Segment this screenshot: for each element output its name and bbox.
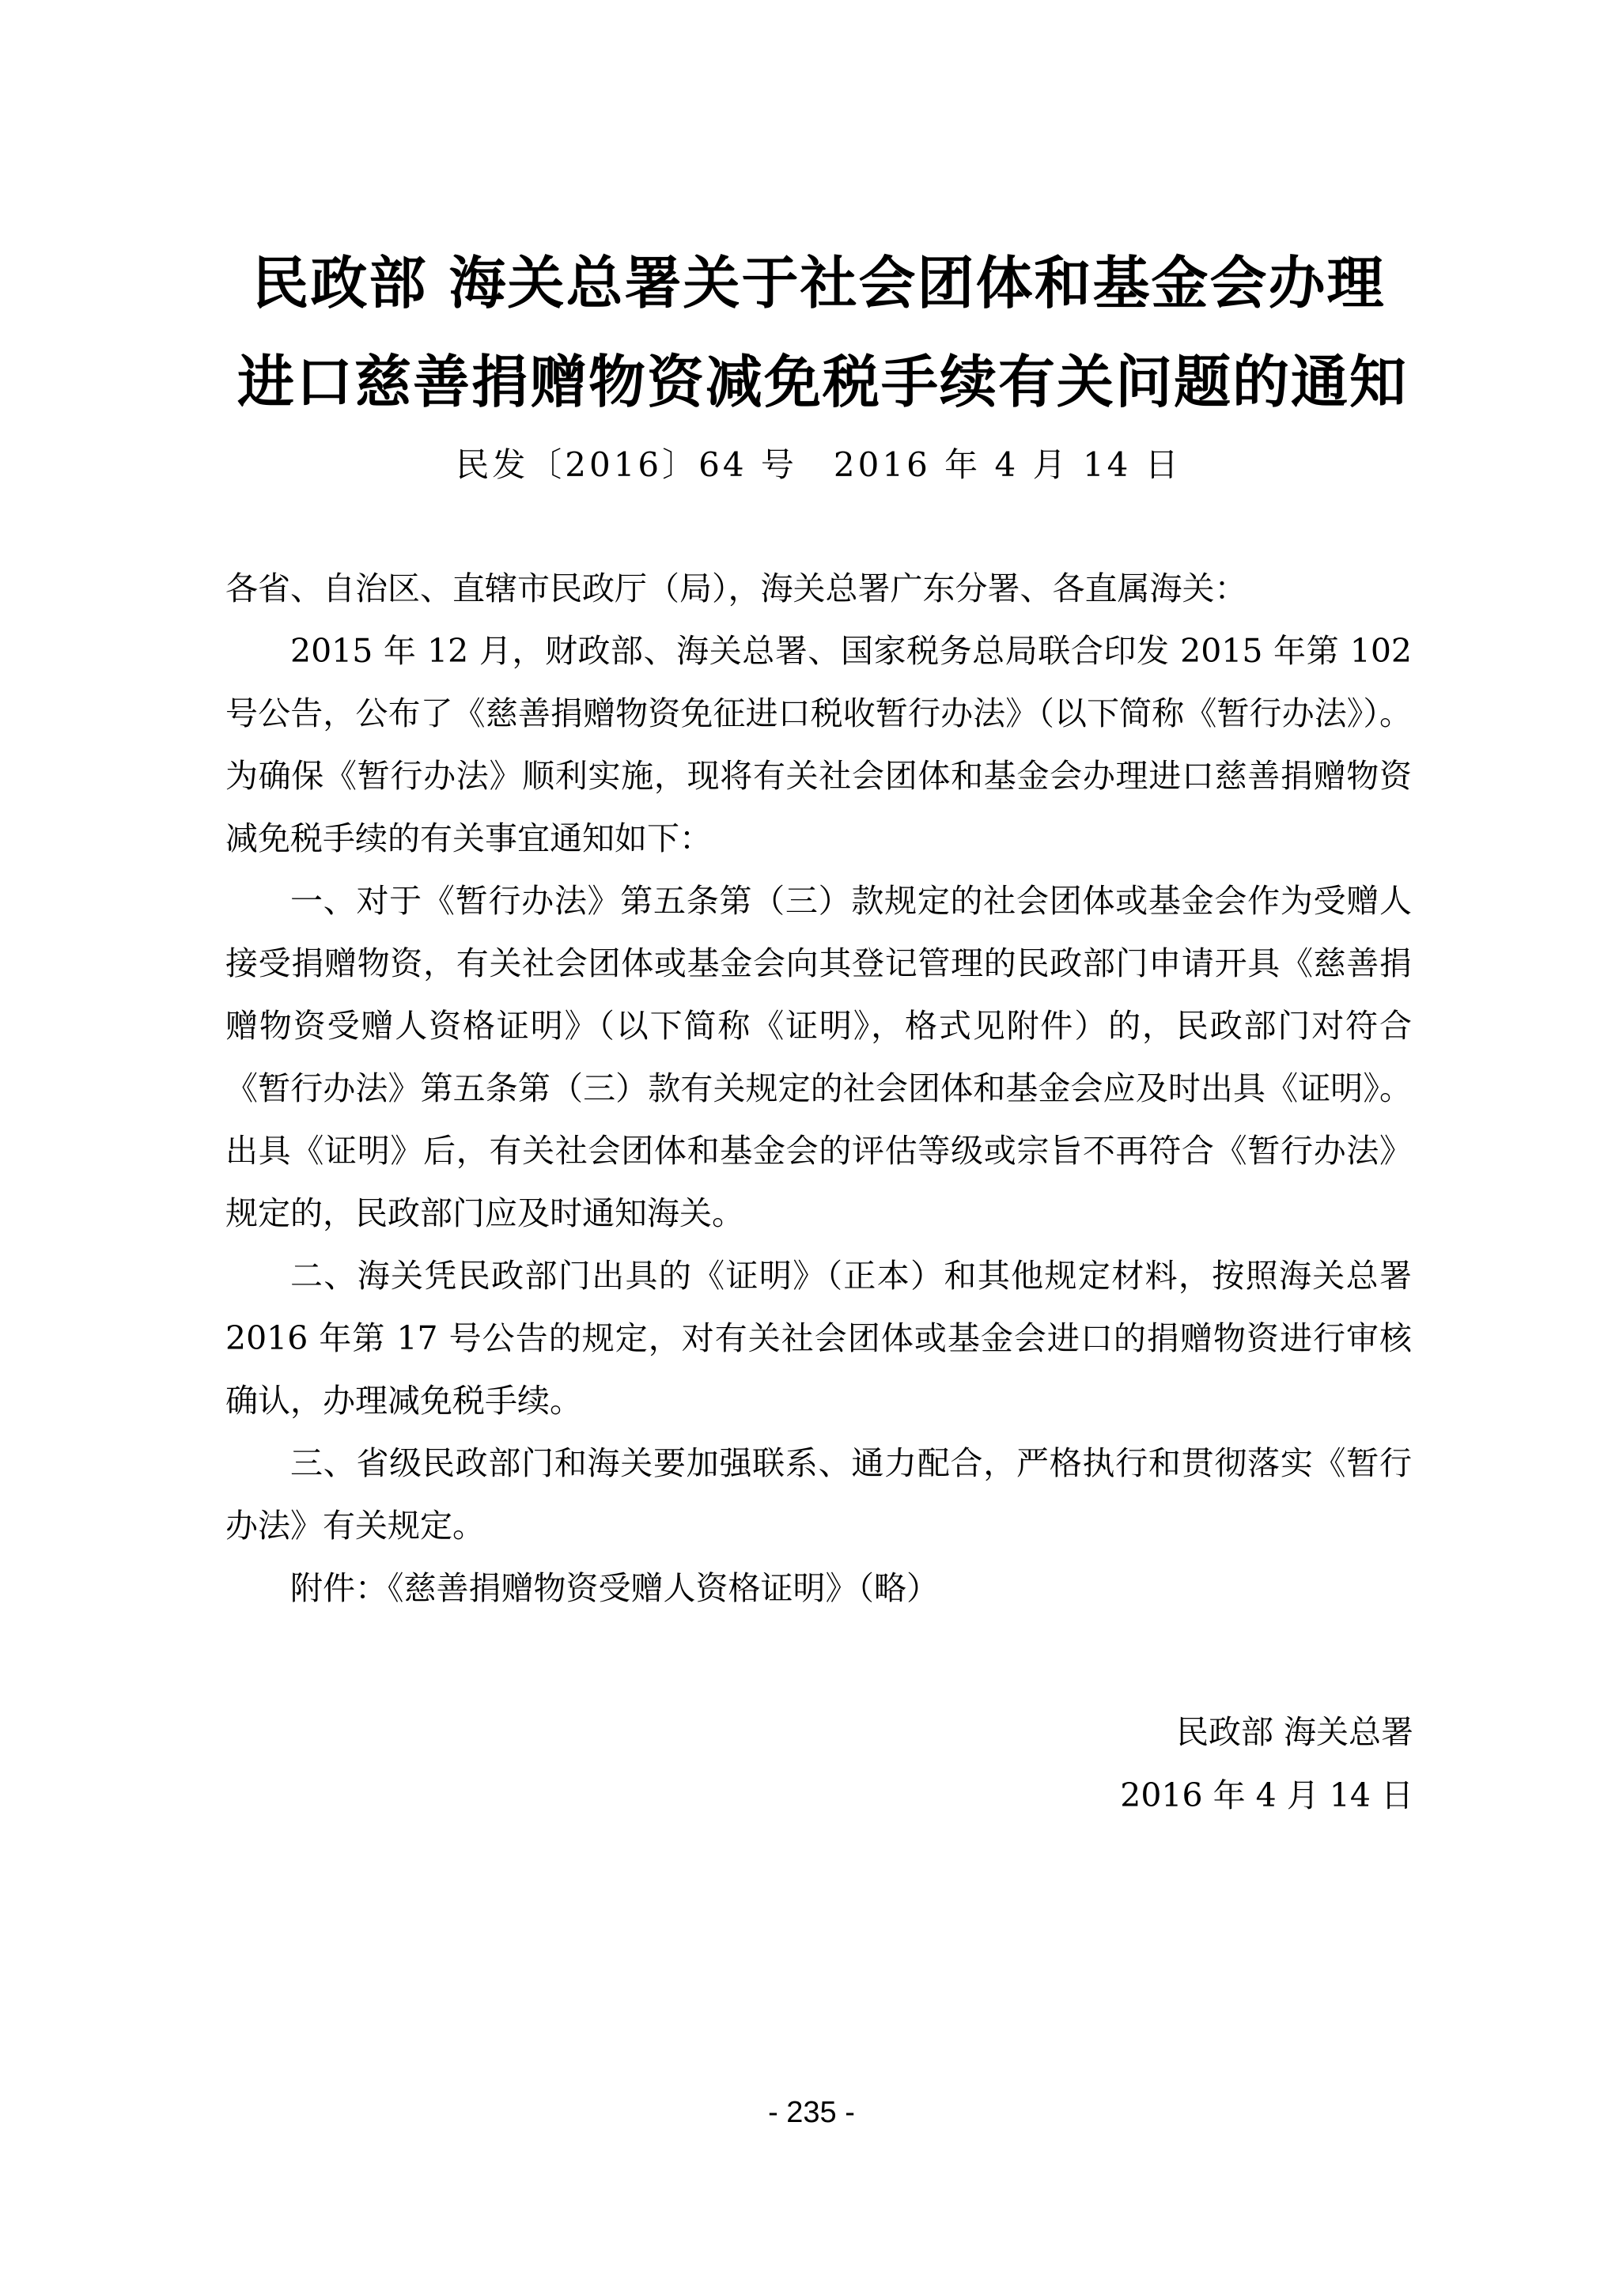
paragraph-intro: 2015 年 12 月，财政部、海关总署、国家税务总局联合印发 2015 年第 102 号公告，公布了《慈善捐赠物资免征进口税收暂行办法》（以下简称《暂行办法》）。为确保《暂行办法》顺利实施，现将有关社会团体和基金会办理进口慈善捐赠物资减免税手续的有关事宜通知如下： <box>225 632 1412 857</box>
document-title-line-2: 进口慈善捐赠物资减免税手续有关问题的通知 <box>237 349 1409 415</box>
document-title-line-1: 民政部 海关总署关于社会团体和基金会办理 <box>252 250 1386 316</box>
paragraph-item-3: 三、省级民政部门和海关要加强联系、通力配合，严格执行和贯彻落实《暂行办法》有关规定。 <box>225 1444 1412 1545</box>
salutation: 各省、自治区、直辖市民政厅（局），海关总署广东分署、各直属海关： <box>225 569 1247 607</box>
signature-date: 2016 年 4 月 14 日 <box>1120 1776 1413 1814</box>
paragraph-item-1: 一、对于《暂行办法》第五条第（三）款规定的社会团体或基金会作为受赠人接受捐赠物资，有关社会团体或基金会向其登记管理的民政部门申请开具《慈善捐赠物资受赠人资格证明》（以下简称《证明》，格式见附件）的，民政部门对符合《暂行办法》第五条第（三）款有关规定的社会团体和基金会应及时出具《证明》。出具《证明》后，有关社会团体和基金会的评估等级或宗旨不再符合《暂行办法》规定的，民政部门应及时通知海关。 <box>225 882 1412 1232</box>
page-number: - 235 - <box>768 2096 855 2129</box>
attachment-note: 附件：《慈善捐赠物资受赠人资格证明》（略） <box>290 1569 939 1607</box>
signatory: 民政部 海关总署 <box>1175 1713 1413 1751</box>
document-number: 民发〔2016〕64 号 2016 年 4 月 14 日 <box>456 445 1182 484</box>
signature-block <box>1120 1700 1413 1827</box>
document-body <box>225 558 1412 1620</box>
paragraph-item-2: 二、海关凭民政部门出具的《证明》（正本）和其他规定材料，按照海关总署 2016 年第 17 号公告的规定，对有关社会团体或基金会进口的捐赠物资进行审核确认，办理减免税手续。 <box>225 1257 1412 1420</box>
